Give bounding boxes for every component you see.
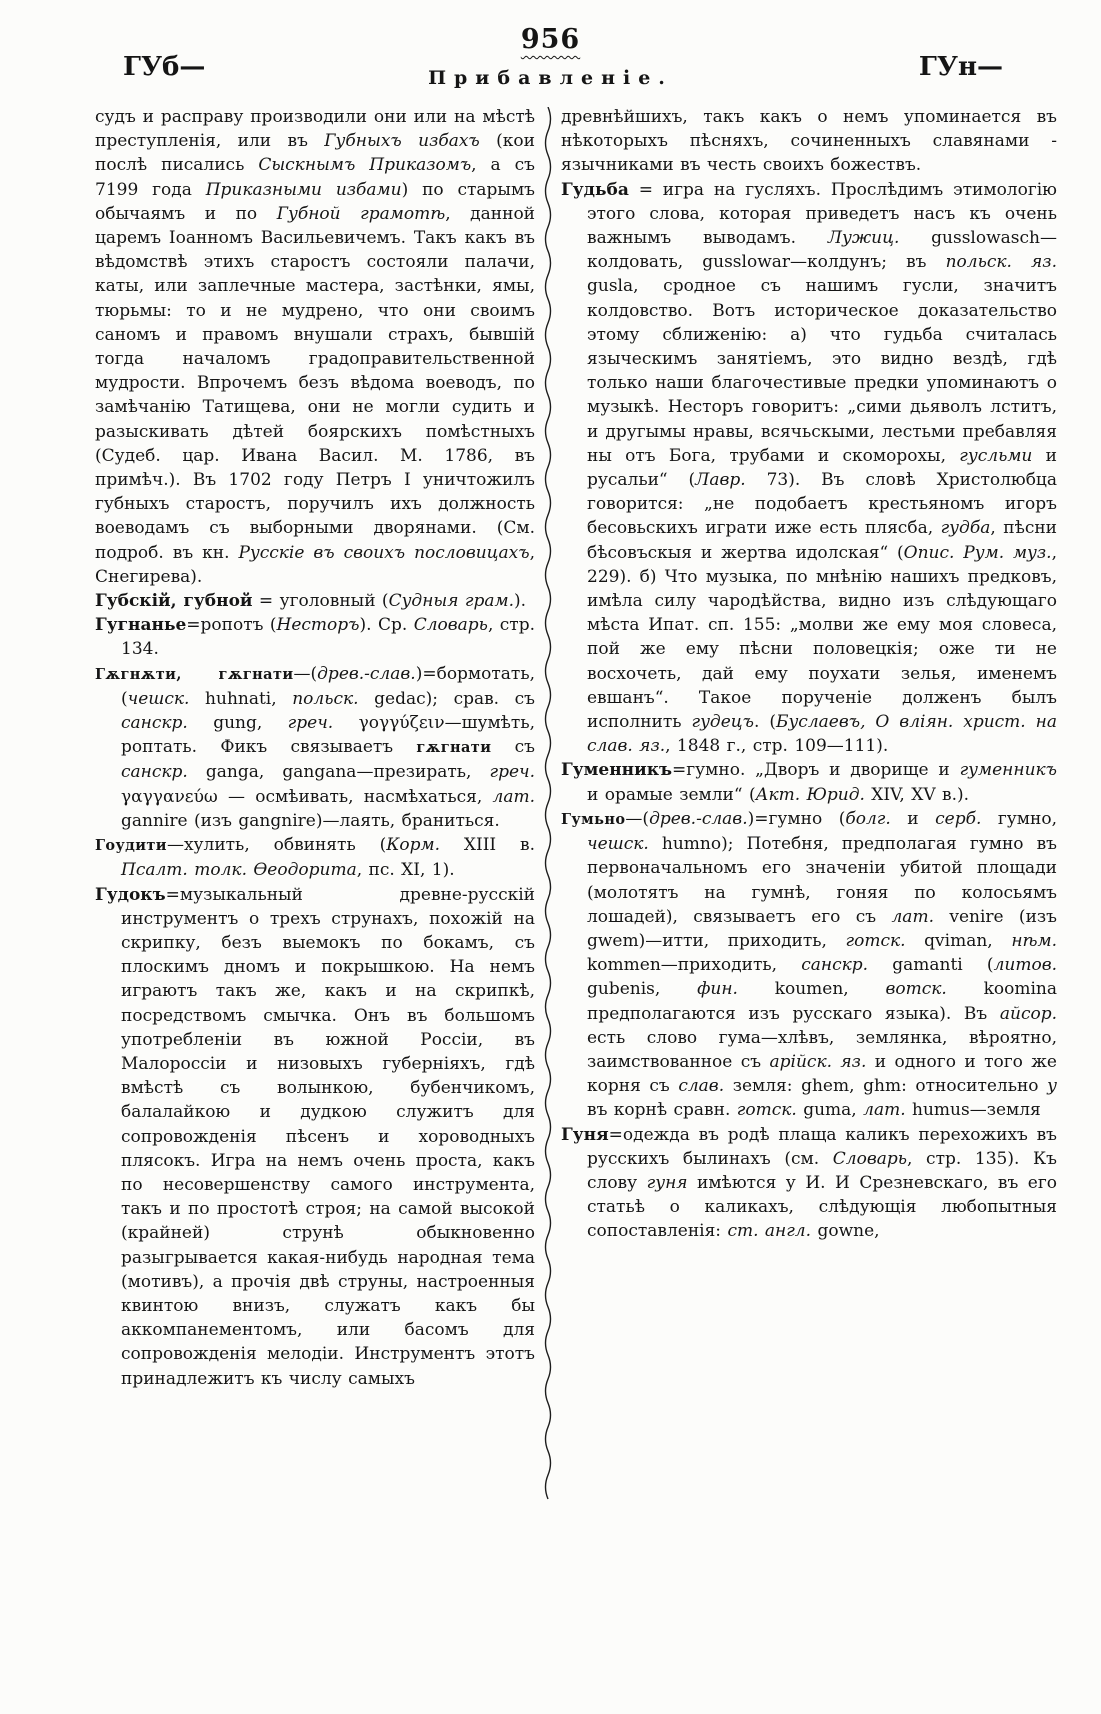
entry-text: греч. (287, 713, 334, 734)
entry-text: литов. (993, 955, 1057, 976)
entry-text: koumen, (737, 979, 886, 1000)
column-left (95, 105, 535, 1507)
entry-text: Корм. (386, 835, 440, 856)
entry-text: санскр. (121, 713, 188, 734)
entry-text: —( (293, 663, 318, 684)
entry-text: есть слово гума—хлѣвъ, землянка, вѣроятно, заимствованное съ (587, 1027, 1057, 1072)
entry-text: Сыскнымъ Приказомъ (258, 155, 472, 176)
entry-text: съ (491, 737, 535, 758)
entry-text: древ.-слав. (649, 808, 748, 829)
entry-text: , а съ 7199 года (95, 155, 535, 200)
entry-text: Губной грамотѣ (276, 203, 446, 224)
entry-text: Русскіе въ своихъ пословицахъ (238, 542, 530, 563)
entry-text: gedac); срав. съ (358, 688, 535, 709)
entry-text: γογγύζειν—шумѣть, роптать. Фикъ связываетъ (121, 713, 535, 758)
entry-text: gowne, (811, 1221, 880, 1242)
entry-text: у (1047, 1076, 1057, 1097)
entry-text: huhnati, (189, 688, 293, 709)
entry-text: , 1848 г., стр. 109—111). (665, 736, 889, 757)
entry-text: лат. (863, 1100, 906, 1121)
entry-text: чешск. (587, 834, 649, 855)
entry-text: гумно, (981, 808, 1057, 829)
entry-text: XIII в. (440, 835, 535, 856)
entry-text: ст. англ. (727, 1221, 812, 1242)
headword: Гуменникъ (561, 760, 673, 781)
entry-text: земля: ghem, ghm: относительно (724, 1076, 1048, 1097)
entry-text: humus—земля (905, 1100, 1041, 1121)
entry-text: и (890, 808, 936, 829)
entry-text: лат. (492, 786, 535, 807)
entry-text: древнѣйшихъ, такъ какъ о немъ упоминается въ нѣкоторыхъ пѣсняхъ, сочиненныхъ славянами - язычниками въ честь своихъ божествъ. (561, 107, 1057, 176)
dictionary-entry (95, 833, 535, 882)
entry-text: Словарь (832, 1148, 907, 1169)
continuation-paragraph (95, 105, 535, 589)
entry-text: Опис. Рум. муз. (903, 542, 1052, 563)
entry-text: gubenis, (587, 979, 698, 1000)
entry-text: ganga, gangana—презирать, (187, 762, 490, 783)
entry-text: humno); Потебня, предполагая гумно въ первоначальномъ его значеніи убитой площади (молотятъ на гумнѣ, гоняя по колосьямъ лошадей), связываетъ его съ (587, 834, 1057, 927)
headword: Гудьба (561, 179, 629, 200)
entry-text: , пс. XI, 1). (356, 860, 455, 881)
entry-text: слав. (678, 1076, 725, 1097)
entry-text: судъ и расправу производили они или на мѣстѣ преступленія, или въ (95, 107, 535, 152)
entry-text: нѣм. (1011, 930, 1058, 951)
entry-text: gung, (187, 713, 288, 734)
entry-text: арійск. яз. (769, 1051, 867, 1072)
section-title: Прибавленіе. (428, 67, 673, 89)
entry-text: )=гумно ( (747, 808, 846, 829)
dictionary-entry (561, 178, 1057, 759)
entry-text: гуменникъ (959, 760, 1057, 781)
entry-text: =одежда въ родѣ плаща каликъ перехожихъ въ русскихъ былинахъ (см. (587, 1124, 1057, 1169)
headword: Гѫгнѫти, гѫгнати (95, 665, 294, 683)
entry-text: болг. (845, 808, 891, 829)
entry-text: , пѣсни бѣсовъскыя и жертва идолская“ ( (587, 518, 1057, 563)
entry-text: =музыкальный древне-русскій инструментъ о трехъ струнахъ, похожій на скрипку, безъ выемокъ по бокамъ, съ плоскимъ дномъ и покрышкою. На немъ играютъ такъ же, какъ и на скрипкѣ, посредствомъ смычка. Онъ въ большомъ употребленіи въ южной Россіи, въ Малороссіи и низовыхъ губерніяхъ, гдѣ вмѣстѣ съ волынкою, бубенчикомъ, балалайкою и дудкою служитъ для сопровожденія пѣсенъ и хороводныхъ плясокъ. Игра на немъ очень проста, какъ по несовершенству самого инструмента, такъ и по простотѣ строя; на самой высокой (крайней) струнѣ обыкновенно разыгрывается какая-нибудь народная тема (мотивъ), а прочія двѣ струны, настроенныя квинтою внизъ, служатъ какъ бы аккомпанементомъ, или басомъ для сопровожденія мелодіи. Инструментъ этотъ принадлежитъ къ числу самыхъ (121, 884, 535, 1389)
entry-text: Губныхъ избахъ (324, 131, 480, 152)
entry-text: , стр. 134. (121, 615, 535, 660)
entry-text: 73). Въ словѣ Христолюбца говорится: „не подобаетъ крестьяномъ игоръ бесовьскихъ играти иже есть плясба, (587, 470, 1057, 539)
entry-text: —хулить, обвинять ( (166, 835, 387, 856)
entry-text: = уголовный ( (252, 591, 389, 612)
entry-text: venire (изъ gwem)—итти, приходить, (587, 906, 1057, 951)
dictionary-entry (95, 662, 535, 833)
entry-text: Несторъ (276, 615, 360, 636)
column-divider (535, 105, 561, 1507)
dictionary-entry (561, 807, 1057, 1123)
entry-text: guma, (796, 1100, 864, 1121)
entry-text: gannire (изъ gangnire)—лаять, браниться. (121, 810, 500, 831)
entry-text: koomina предполагаются изъ русскаго языка). Въ (587, 979, 1057, 1024)
dictionary-entry (95, 613, 535, 661)
entry-text: =ропотъ ( (186, 615, 277, 636)
entry-text: gamanti ( (868, 955, 994, 976)
entry-text: XIV, XV в.). (864, 784, 970, 805)
entry-text: ). Ср. (359, 615, 414, 636)
column-divider-wavy-rule (541, 107, 555, 1507)
headword: Гуня (561, 1124, 609, 1145)
entry-text: айсор. (999, 1003, 1057, 1024)
page-number: 956 (520, 24, 581, 55)
headword: Гугнанье (95, 615, 187, 636)
entry-text: qviman, (905, 930, 1012, 951)
dictionary-entry (561, 758, 1057, 806)
entry-text: польск. (292, 688, 359, 709)
entry-text: санскр. (121, 762, 188, 783)
entry-text: готск. (736, 1100, 797, 1121)
dictionary-entry (95, 883, 535, 1391)
entry-text: =гумно. „Дворъ и дворище и (672, 760, 960, 781)
entry-text: вотск. (885, 979, 947, 1000)
entry-text: , Снегирева). (95, 542, 535, 587)
entry-text: Псалт. толк. Ѳеодорита (121, 860, 357, 881)
headword: гѫгнати (416, 739, 492, 757)
entry-text: и одного и того же корня съ (587, 1051, 1057, 1097)
entry-text: Буслаевъ, О вліян. христ. на слав. яз. (587, 712, 1057, 757)
entry-text: Лавр. (695, 470, 746, 491)
entry-text: , стр. 135). Къ слову (587, 1148, 1057, 1193)
entry-text: серб. (935, 808, 982, 829)
entry-text: фин. (697, 979, 738, 1000)
headword: Гумьно (561, 810, 626, 828)
running-head-left: ГУб— (123, 52, 206, 82)
text-columns (0, 105, 1101, 1507)
entry-text: gusslowasch—колдовать, gusslowar—колдунъ; въ (587, 228, 1057, 273)
entry-text: гудба (940, 518, 991, 539)
entry-text: древ.-слав. (317, 663, 416, 684)
entry-text: Лужиц. (827, 228, 900, 249)
entry-text: gusla, сродное съ нашимъ гусли, значитъ колдовство. Вотъ историческое доказательство этому сближенію: а) что гудьба считалась языческимъ занятіемъ, это видно вездѣ, гдѣ только наши благочестивые предки упоминаютъ о музыкѣ. Несторъ говоритъ: „сими дьяволъ лститъ, и другымы нравы, всячьскыми, лестьми пребавляя ны отъ Бога, трубами и скоморохы, (587, 276, 1057, 466)
entry-text: Словарь (413, 615, 488, 636)
entry-text: Судныя грам. (388, 591, 515, 612)
entry-text: , данной царемъ Іоанномъ Васильевичемъ. Такъ какъ въ вѣдомствѣ этихъ старостъ состояли палачи, каты, или заплечные мастера, застѣнки, ямы, тюрьмы: то и не мудрено, что они своимъ саномъ и правомъ внушали страхъ, бывшій тогда началомъ градоправительственной мудрости. Впрочемъ безъ вѣдома воеводъ, по замѣчанію Татищева, они не могли судить и разыскивать дѣтей боярскихъ помѣстныхъ (Судеб. цар. Ивана Васил. М. 1786, въ примѣч.). Въ 1702 году Петръ I уничтожилъ губныхъ старостъ, поручилъ ихъ должность воеводамъ съ выборными дворянами. (См. подроб. въ кн. (95, 203, 536, 563)
entry-text: ) по старымъ обычаямъ и по (95, 179, 535, 224)
entry-text: Акт. Юрид. (755, 784, 865, 805)
dictionary-entry (561, 1123, 1057, 1244)
entry-text: имѣются у И. И Срезневскаго, въ его статьѣ о каликахъ, слѣдующія любопытныя сопоставленія: (587, 1172, 1057, 1242)
entry-text: въ корнѣ сравн. (587, 1100, 737, 1121)
running-head-right: ГУн— (918, 52, 1003, 82)
entry-text: готск. (845, 930, 906, 951)
entry-text: греч. (489, 762, 535, 783)
entry-text: и орамые земли“ ( (587, 784, 756, 805)
dictionary-entry (95, 589, 535, 613)
entry-text: лат. (891, 906, 934, 927)
headword: Гудокъ (95, 884, 166, 905)
headword: Губскій, губной (95, 591, 253, 612)
column-right (561, 105, 1057, 1507)
entry-text: гусльми (959, 445, 1033, 466)
entry-text: и русальи“ ( (587, 445, 1057, 491)
continuation-paragraph (561, 105, 1057, 178)
entry-text: )=бормотать, ( (121, 663, 535, 709)
entry-text: (кои послѣ писались (95, 131, 535, 176)
column-divider-path (546, 107, 551, 1499)
entry-text: ). (514, 591, 527, 612)
entry-text: чешск. (127, 688, 190, 709)
entry-text: kommen—приходить, (587, 955, 802, 976)
entry-text: гуня (646, 1172, 688, 1193)
entry-text: = игра на гусляхъ. Прослѣдимъ этимологію этого слова, которая приведетъ насъ къ очень важнымъ выводамъ. (587, 179, 1057, 249)
entry-text: польск. яз. (945, 252, 1057, 273)
entry-text: санскр. (801, 955, 869, 976)
entry-text: —( (625, 808, 650, 829)
headword: Гоудити (95, 837, 167, 855)
entry-text: γαγγανεύω — осмѣивать, насмѣхаться, (121, 786, 493, 807)
entry-text: Приказными избами (205, 179, 402, 200)
entry-text: , 229). б) Что музыка, по мнѣнію нашихъ предковъ, имѣла силу чародѣйства, видно изъ слѣдующаго мѣста Ипат. сп. 155: „молви же ему моя словеса, пой же ему пѣсни половецкія; оже ти не восхочеть, дай ему поухати зелья, именемъ евшанъ“. Такое порученіе долженъ былъ исполнить (587, 542, 1057, 733)
entry-text: гудецъ (691, 712, 754, 733)
entry-text: . ( (753, 712, 776, 733)
